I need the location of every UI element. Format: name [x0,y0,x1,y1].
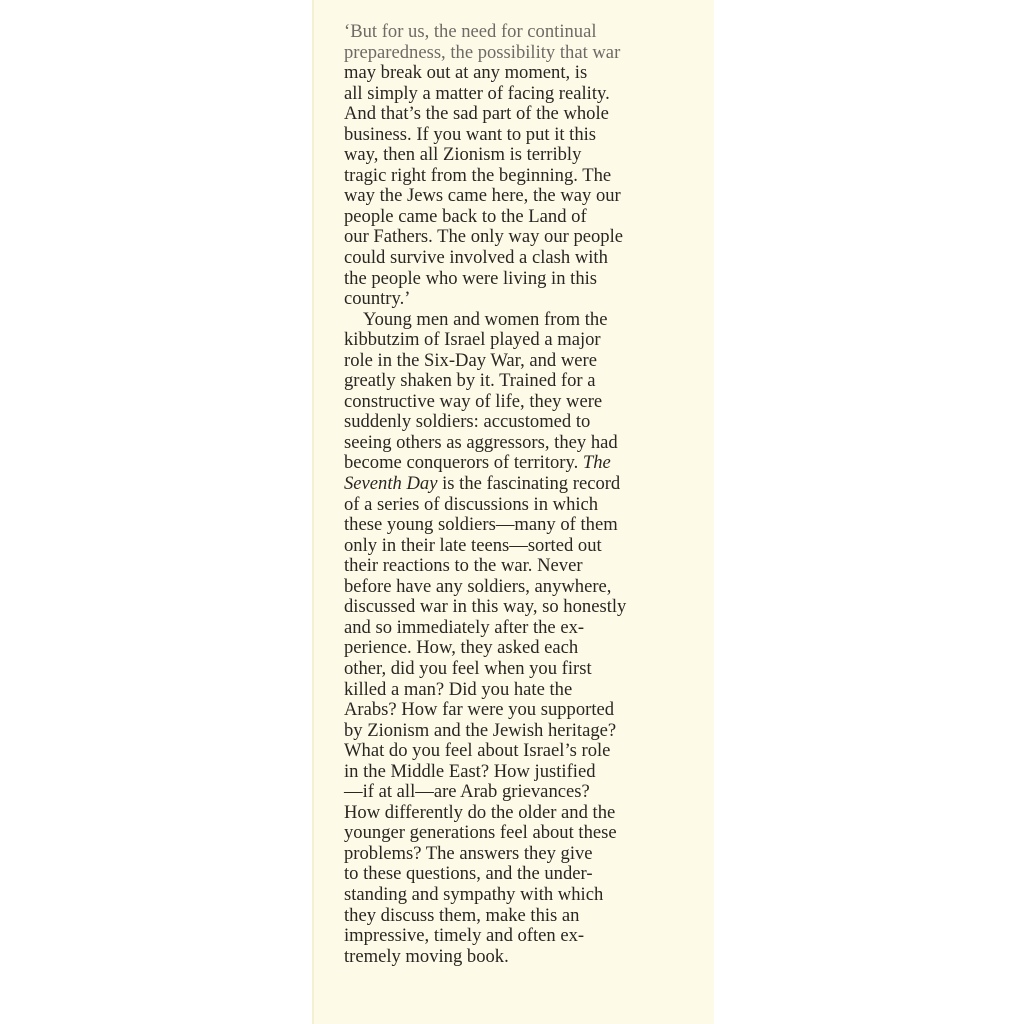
text-line: may break out at any moment, is [344,62,588,84]
text-line [344,453,686,474]
text-line: tragic right from the beginning. The [344,164,612,186]
text-line: impressive, timely and often ex- [344,925,585,947]
text-line: perience. How, they asked each [344,637,579,659]
text-line: constructive way of life, they were [344,390,603,412]
text-line: the people who were living in this [344,267,598,289]
text-line: killed a man? Did you hate the [344,678,573,700]
text-line: by Zionism and the Jewish heritage? [344,719,617,741]
book-title-italic: The [582,452,611,474]
text-line: only in their late teens—sorted out [344,534,602,556]
text-segment: become conquerors of territory. [344,452,579,474]
text-line: and so immediately after the ex- [344,616,585,638]
text-line: in the Middle East? How justified [344,760,596,782]
text-line: these young soldiers—many of them [344,514,618,536]
text-line: our Fathers. The only way our people [344,226,624,248]
text-line: younger generations feel about these [344,822,617,844]
blurb-text-column [344,22,686,967]
text-line: they discuss them, make this an [344,904,580,926]
text-line: all simply a matter of facing reality. [344,82,610,104]
text-line: Young men and women from the [363,308,608,330]
text-line: could survive involved a clash with [344,247,608,269]
text-line: —if at all—are Arab grievances? [344,781,590,803]
text-line: kibbutzim of Israel played a major [344,329,601,351]
text-line: preparedness, the possibility that war [344,41,621,63]
text-line: business. If you want to put it this [344,123,597,145]
text-line: tremely moving book. [344,945,509,967]
text-line: other, did you feel when you first [344,657,592,679]
text-line: suddenly soldiers: accustomed to [344,411,591,433]
text-line: country.’ [344,288,411,310]
text-line [344,474,686,495]
paper-edge [312,0,314,1024]
text-line: standing and sympathy with which [344,883,604,905]
text-line: Arabs? How far were you supported [344,699,615,721]
text-line: their reactions to the war. Never [344,555,583,577]
text-line: ‘But for us, the need for continual [344,21,597,42]
text-line: people came back to the Land of [344,205,587,227]
book-title-italic: Seventh Day [344,473,438,495]
text-line: problems? The answers they give [344,842,593,864]
text-line: of a series of discussions in which [344,493,599,515]
text-line: discussed war in this way, so honestly [344,596,627,618]
text-line: And that’s the sad part of the whole [344,103,609,125]
text-line: before have any soldiers, anywhere, [344,575,612,597]
text-line: to these questions, and the under- [344,863,593,885]
text-line: greatly shaken by it. Trained for a [344,370,596,392]
text-segment: is the fascinating record [442,473,621,495]
text-line: What do you feel about Israel’s role [344,740,611,762]
text-line: seeing others as aggressors, they had [344,431,618,453]
text-line: way the Jews came here, the way our [344,185,621,207]
text-line: role in the Six-Day War, and were [344,349,597,371]
text-line: How differently do the older and the [344,801,616,823]
text-line: way, then all Zionism is terribly [344,144,582,166]
